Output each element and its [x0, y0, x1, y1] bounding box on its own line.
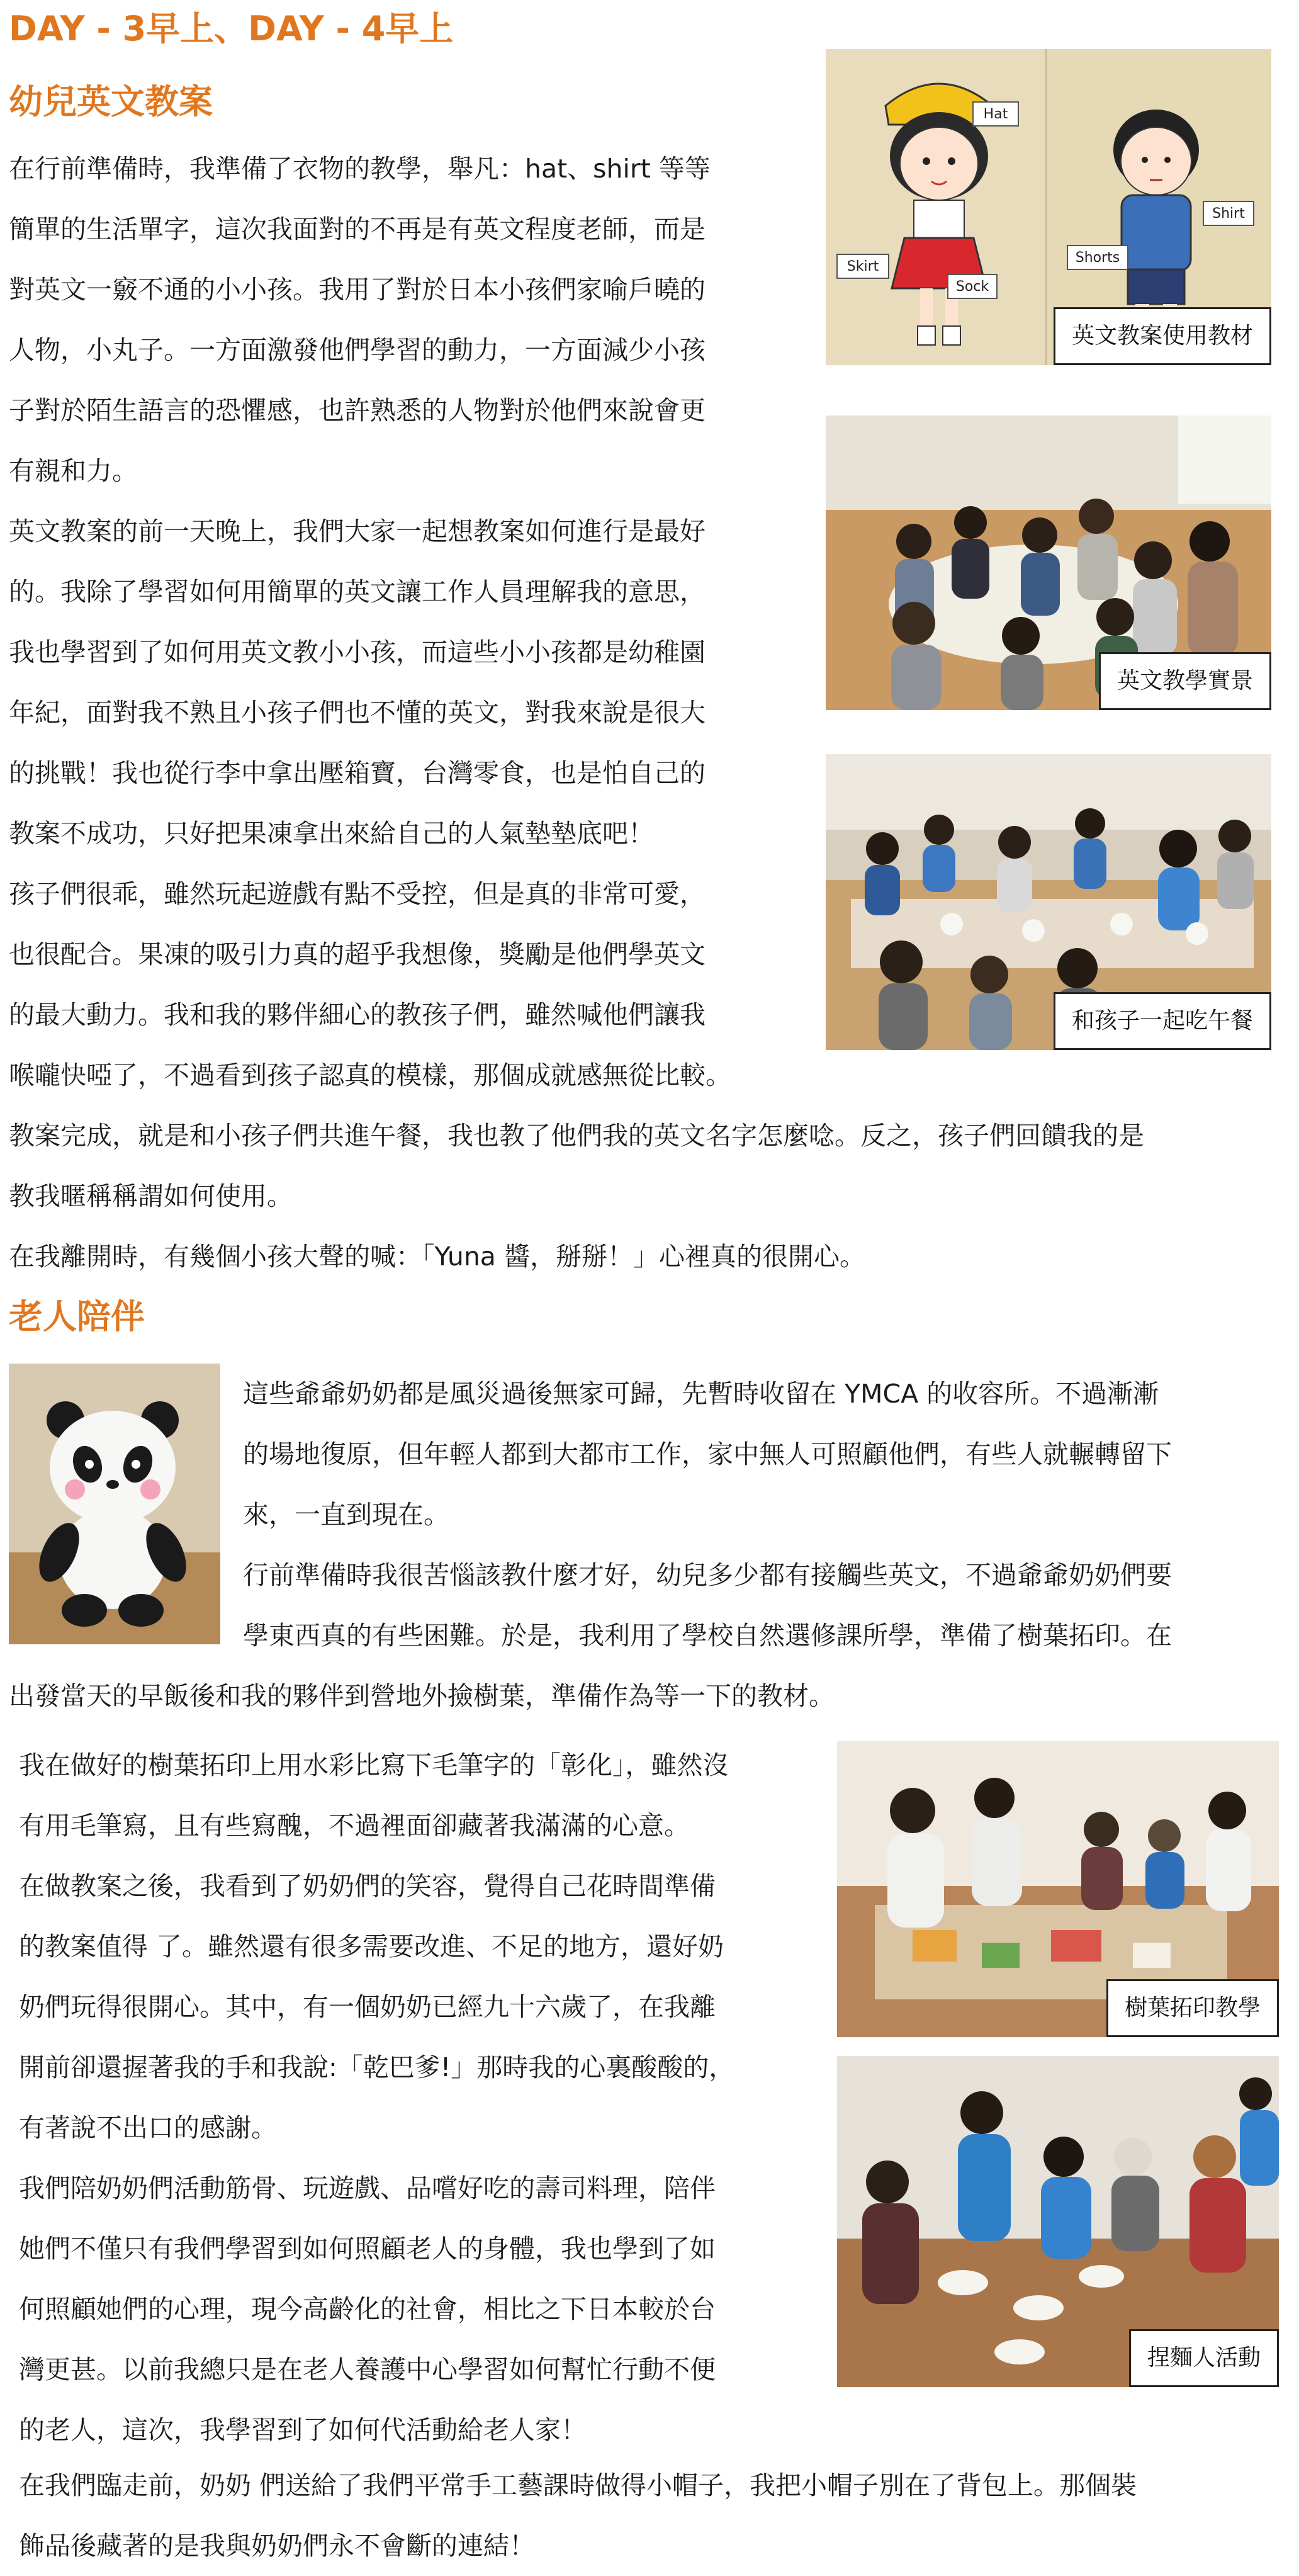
- elderly-intro-text: [243, 1364, 1294, 1666]
- text-line: 人物，小丸子。一方面激發他們學習的動力，一方面減少小孩: [9, 335, 706, 365]
- panda-icon: [9, 1364, 220, 1644]
- text-line: 學東西真的有些困難。於是，我利用了學校自然選修課所學，準備了樹葉拓印。在: [243, 1620, 1172, 1651]
- text-line: 教我暱稱稱謂如何使用。: [9, 1181, 293, 1211]
- text-line: 的挑戰！我也從行李中拿出壓箱寶，台灣零食，也是怕自己的: [9, 758, 706, 788]
- text-line: 的場地復原，但年輕人都到大都市工作，家中無人可照顧他們，有些人就輾轉留下: [243, 1439, 1172, 1469]
- elderly-intro-tail: 出發當天的早飯後和我的夥伴到營地外撿樹葉，準備作為等一下的教材。: [9, 1681, 835, 1711]
- text-line: 也很配合。果凍的吸引力真的超乎我想像，獎勵是他們學英文: [9, 939, 706, 969]
- photo-leaf-rubbing: [837, 1741, 1279, 2037]
- text-line: 子對於陌生語言的恐懼感，也許熟悉的人物對於他們來說會更: [9, 395, 706, 426]
- text-line: 有著說不出口的感謝。: [19, 2113, 277, 2143]
- text-line: 簡單的生活單字，這次我面對的不再是有英文程度老師，而是: [9, 214, 706, 244]
- text-line: 對英文一竅不通的小小孩。我用了對於日本小孩們家喻戶曉的: [9, 274, 706, 305]
- text-line: 我在做好的樹葉拓印上用水彩比寫下毛筆字的「彰化」，雖然沒: [19, 1750, 729, 1780]
- photo-lunch-with-children: [826, 754, 1271, 1050]
- text-line: 飾品後藏著的是我與奶奶們永不會斷的連結！: [19, 2531, 535, 2561]
- text-line: 的最大動力。我和我的夥伴細心的教孩子們，雖然喊他們讓我: [9, 1000, 706, 1030]
- text-line: 的。我除了學習如何用簡單的英文讓工作人員理解我的意思，: [9, 577, 706, 607]
- text-line: 來，一直到現在。: [243, 1500, 449, 1530]
- text-line: 教案不成功，只好把果凍拿出來給自己的人氣墊墊底吧！: [9, 818, 654, 849]
- photo-clay-figure-activity: [837, 2056, 1279, 2387]
- text-line: 教案完成，就是和小孩子們共進午餐，我也教了他們我的英文名字怎麼唸。反之，孩子們回饋我的是: [9, 1121, 1144, 1151]
- photo-english-class: [826, 415, 1271, 710]
- english-lesson-text: [9, 138, 821, 1105]
- text-line: 英文教案的前一天晚上，我們大家一起想教案如何進行是最好: [9, 516, 706, 546]
- text-line: 喉嚨快啞了，不過看到孩子認真的模樣，那個成就感無從比較。: [9, 1060, 731, 1090]
- text-line: 何照顧她們的心理，現今高齡化的社會，相比之下日本較於台: [19, 2294, 716, 2324]
- elderly-closing-text: [19, 2455, 1296, 2576]
- english-lesson-text-wide: [9, 1105, 1293, 1287]
- label-word: Shirt: [1212, 206, 1245, 222]
- text-line: 開前卻還握著我的手和我說:「乾巴爹!」那時我的心裏酸酸的，: [19, 2052, 735, 2082]
- text-line: 有親和力。: [9, 456, 138, 486]
- text-line: 奶們玩得很開心。其中，有一個奶奶已經九十六歲了，在我離: [19, 1992, 716, 2022]
- text-line: 灣更甚。以前我總只是在老人養護中心學習如何幫忙行動不便: [19, 2354, 716, 2385]
- elderly-care-text: [19, 1735, 837, 2460]
- section-heading-elderly-care: 老人陪伴: [9, 1297, 145, 1336]
- photo-teaching-material: [826, 49, 1271, 365]
- text-line: 在我們臨走前，奶奶 們送給了我們平常手工藝課時做得小帽子，我把小帽子別在了背包上。那個裝: [19, 2470, 1137, 2500]
- text-line: 的老人，這次，我學習到了如何代活動給老人家！: [19, 2415, 587, 2445]
- photo-panda-figure: [9, 1364, 220, 1644]
- text-line: 行前準備時我很苦惱該教什麼才好，幼兒多少都有接觸些英文，不過爺爺奶奶們要: [243, 1560, 1172, 1590]
- photo-caption: 捏麵人活動: [1129, 2329, 1279, 2387]
- photo-caption: 英文教案使用教材: [1054, 307, 1271, 365]
- text-line: 我們陪奶奶們活動筋骨、玩遊戲、品嚐好吃的壽司料理，陪伴: [19, 2173, 716, 2203]
- text-line: 她們不僅只有我們學習到如何照顧老人的身體，我也學到了如: [19, 2234, 716, 2264]
- photo-caption: 和孩子一起吃午餐: [1054, 992, 1271, 1050]
- text-line: 有用毛筆寫，且有些寫醜，不過裡面卻藏著我滿滿的心意。: [19, 1811, 690, 1841]
- text-line: 我也學習到了如何用英文教小小孩，而這些小小孩都是幼稚園: [9, 637, 706, 667]
- section-heading-english-lesson: 幼兒英文教案: [9, 82, 213, 121]
- label-word: Sock: [955, 279, 989, 295]
- label-word: Shorts: [1075, 250, 1120, 266]
- photo-caption: 英文教學實景: [1099, 652, 1271, 710]
- text-line: 的教案值得 了。雖然還有很多需要改進、不足的地方，還好奶: [19, 1931, 724, 1962]
- text-line: 在行前準備時，我準備了衣物的教學，舉凡：hat、shirt 等等: [9, 154, 711, 184]
- label-word: Hat: [983, 106, 1008, 122]
- text-line: 孩子們很乖，雖然玩起遊戲有點不受控，但是真的非常可愛，: [9, 879, 706, 909]
- text-line: 這些爺爺奶奶都是風災過後無家可歸，先暫時收留在 YMCA 的收容所。不過漸漸: [243, 1379, 1159, 1409]
- label-word: Skirt: [846, 259, 879, 274]
- page-title: DAY - 3早上、DAY - 4早上: [9, 9, 454, 48]
- text-line: 年紀，面對我不熟且小孩子們也不懂的英文，對我來說是很大: [9, 698, 706, 728]
- text-line: 在做教案之後，我看到了奶奶們的笑容，覺得自己花時間準備: [19, 1871, 716, 1901]
- text-line: 在我離開時，有幾個小孩大聲的喊：「Yuna 醬，掰掰！」心裡真的很開心。: [9, 1241, 865, 1272]
- photo-caption: 樹葉拓印教學: [1106, 1979, 1279, 2037]
